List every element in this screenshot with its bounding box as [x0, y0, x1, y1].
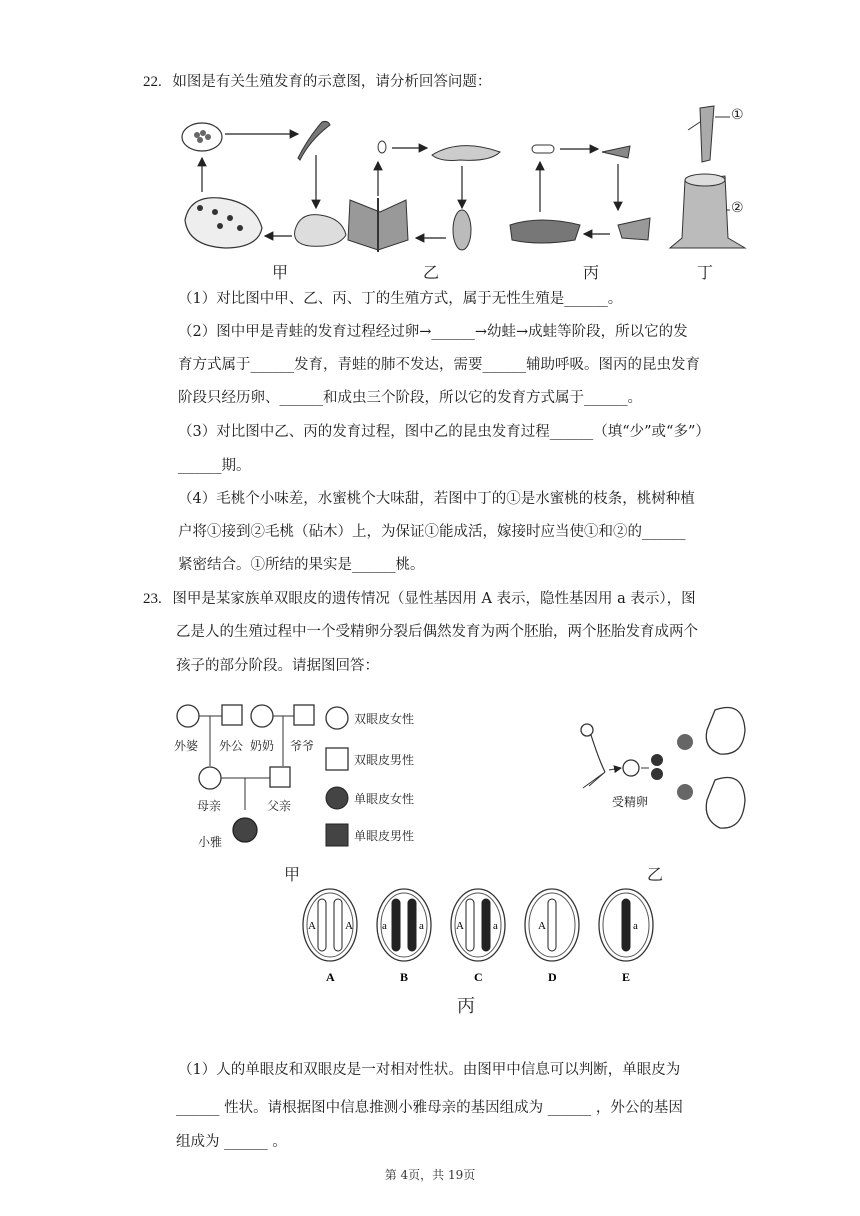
q22-line-7: （4）毛桃个小味差，水蜜桃个大味甜，若图中丁的①是水蜜桃的枝条，桃树种植: [178, 491, 695, 507]
q23-line-1: （1）人的单眼皮和双眼皮是一对相对性状。由图甲中信息可以判断，单眼皮为: [178, 1062, 681, 1078]
cell-A: [303, 889, 357, 984]
chromosome-E-right: [622, 899, 630, 951]
cell-label-A: A: [326, 970, 335, 984]
chromosome-C-left: [466, 899, 474, 951]
grandma-maternal-symbol: [177, 705, 199, 727]
caterpillar-shape: [432, 146, 500, 161]
cell-label-B: B: [400, 970, 409, 984]
adult-frog-shape: [185, 198, 262, 248]
figure-label-jia: 甲: [272, 263, 289, 282]
label-grandpa-maternal: 外公: [219, 739, 244, 753]
cell-E: [599, 889, 653, 984]
chromosome-C-right: [482, 899, 490, 951]
father-symbol: [270, 767, 290, 787]
nymph-large-shape: [618, 218, 650, 240]
cell-label-C: C: [474, 970, 483, 984]
gene-label-D-left: A: [538, 920, 546, 932]
tadpole-shape: [298, 121, 330, 160]
q22-line-1: （1）对比图中甲、乙、丙、丁的生殖方式，属于无性生殖是______。: [178, 291, 623, 307]
q22-line-6: ______期。: [178, 458, 251, 474]
grasshopper-eggs: [532, 145, 554, 153]
q22-line-5: （3）对比图中乙、丙的发育过程，图中乙的昆虫发育过程______（填“少”或“多”）: [178, 424, 710, 440]
question-23-number: 23.: [143, 591, 162, 607]
grandpa-maternal-symbol: [222, 705, 242, 725]
label-grandma-paternal: 奶奶: [250, 739, 275, 753]
cell-label-D: D: [548, 970, 557, 984]
zygote-label: 受精卵: [612, 795, 649, 809]
question-23-intro-2: 乙是人的生殖过程中一个受精卵分裂后偶然发育为两个胚胎，两个胚胎发育成两个: [176, 624, 698, 640]
twin-development-figure: [575, 690, 765, 840]
scion-shape: [700, 106, 714, 162]
q22-line-4: 阶段只经历卵、______和成虫三个阶段，所以它的发育方式属于______。: [178, 390, 642, 406]
figure-label-yi: 乙: [423, 263, 440, 282]
chromosome-D-left: [548, 899, 556, 951]
label-xiaoya: 小雅: [198, 835, 223, 849]
chromosome-cells-svg: [300, 885, 670, 990]
q23-line-3: 组成为 ______ 。: [176, 1134, 287, 1150]
figure-label-ding: 丁: [697, 263, 714, 282]
legend-male-double-eyelid: [326, 748, 348, 770]
chromosome-A-left: [318, 899, 326, 951]
q22-line-8: 户将①接到②毛桃（砧木）上，为保证①能成活，嫁接时应当使①和②的______: [178, 524, 686, 540]
mother-symbol: [199, 767, 221, 789]
q23-line-2: ______ 性状。请根据图中信息推测小雅母亲的基因组成为 ______ ，外公的基因: [176, 1100, 683, 1116]
grasshopper-life-cycle: [510, 145, 650, 243]
question-22-heading: [143, 72, 491, 92]
legend-female-double-eyelid: [326, 707, 348, 729]
grafting-diagram: [670, 106, 745, 248]
cell-D: [525, 889, 579, 984]
adult-grasshopper-shape: [510, 220, 580, 243]
fetus-upper: [706, 708, 745, 755]
legend-female-single-eyelid: [326, 787, 348, 809]
question-22-number: 22.: [143, 74, 162, 90]
cell-B: [377, 889, 431, 984]
gene-label-B-left: a: [382, 920, 387, 932]
label-grandpa-paternal: 爷爷: [290, 739, 315, 753]
gene-label-A-left: A: [308, 920, 316, 932]
froglet-shape: [295, 215, 346, 247]
cell-C: [451, 889, 505, 984]
grandma-paternal-symbol: [251, 705, 273, 727]
chromosome-B-left: [392, 899, 400, 951]
gene-label-B-right: a: [419, 920, 424, 932]
gene-label-E-right: a: [633, 920, 638, 932]
frog-eggs: [182, 123, 222, 151]
gene-label-C-left: A: [456, 920, 464, 932]
frog-life-cycle: [182, 121, 346, 248]
xiaoya-symbol: [233, 818, 257, 842]
legend-label-2: 双眼皮男性: [354, 753, 415, 767]
label-mother: 母亲: [197, 799, 222, 813]
chromosome-A-right: [334, 899, 342, 951]
circled-label-2: ②: [731, 200, 744, 216]
figure-label-jia-23: 甲: [284, 865, 301, 884]
circled-label-1: ①: [731, 107, 744, 123]
label-father: 父亲: [267, 799, 292, 813]
chromosome-B-right: [408, 899, 416, 951]
pupa-shape: [453, 210, 471, 250]
legend-label-3: 单眼皮女性: [354, 792, 415, 806]
page-footer: 第 4页，共 19页: [384, 1168, 476, 1182]
grandpa-paternal-symbol: [294, 705, 314, 725]
question-23-heading: [143, 589, 696, 609]
q22-line-2: （2）图中甲是青蛙的发育过程经过卵→______→幼蛙→成蛙等阶段，所以它的发: [178, 324, 688, 340]
legend-male-single-eyelid: [326, 824, 348, 846]
legend-label-4: 单眼皮男性: [354, 829, 415, 843]
figure-label-bing: 丙: [583, 263, 600, 282]
legend-label-1: 双眼皮女性: [354, 712, 415, 726]
q22-line-3: 育方式属于______发育，青蛙的肺不发达，需要______辅助呼吸。图丙的昆虫发育: [178, 357, 700, 373]
pedigree-chart: [170, 700, 430, 860]
moth-life-cycle: [348, 141, 500, 252]
zygote-circle: [623, 760, 639, 776]
gene-label-C-right: a: [493, 920, 498, 932]
nymph-small-shape: [602, 146, 630, 158]
moth-egg: [378, 141, 386, 153]
question-23-intro-3: 孩子的部分阶段。请据图回答：: [176, 658, 379, 674]
q22-line-9: 紧密结合。①所结的果实是______桃。: [178, 557, 425, 573]
figure-label-bing-23: 丙: [457, 996, 475, 1017]
question-23-intro-1: 图甲是某家族单双眼皮的遗传情况（显性基因用 A 表示，隐性基因用 a 表示），图: [172, 591, 696, 607]
fetus-lower: [706, 778, 745, 829]
question-22-intro: 如图是有关生殖发育的示意图，请分析回答问题：: [172, 74, 492, 90]
label-grandma-maternal: 外婆: [174, 739, 199, 753]
chromosome-cells-figure: [300, 885, 670, 995]
figure-label-yi-23: 乙: [647, 865, 664, 884]
gene-label-A-right: A: [345, 920, 353, 932]
cell-label-E: E: [622, 970, 631, 984]
